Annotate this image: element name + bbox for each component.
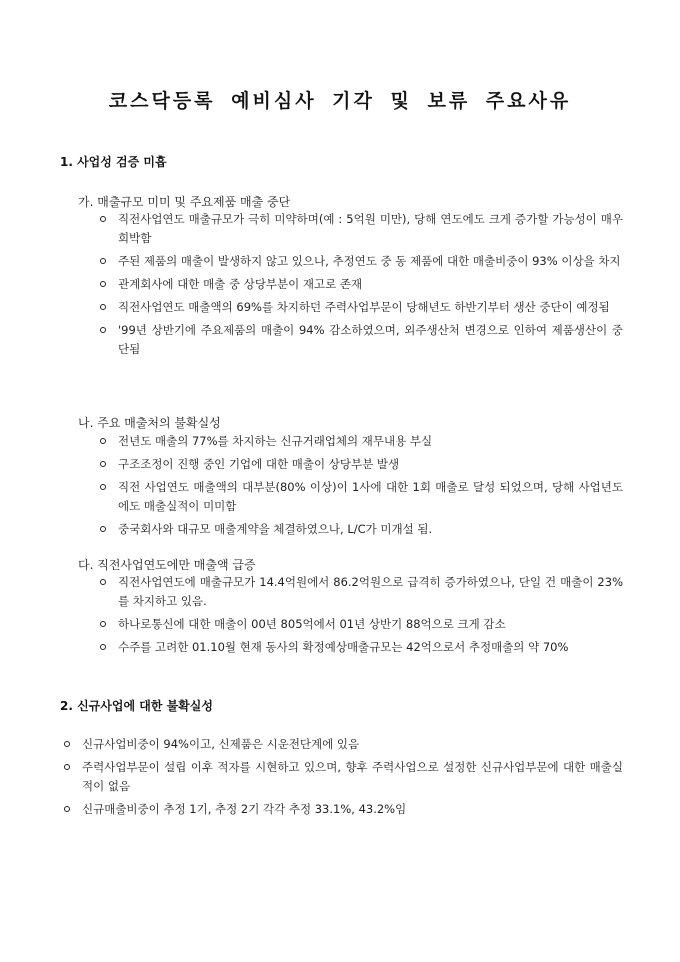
list-item [99,478,623,516]
list-item-text: 수주를 고려한 01.10월 현재 동사의 확정예상매출규모는 42억으로서 추정매출의 약 70% [118,640,569,654]
list-item [99,455,623,474]
list-item [99,573,623,611]
subsection-ga-list [99,210,623,363]
bullet-circle-icon [100,327,106,333]
list-item-text: 신규사업비중이 94%이고, 신제품은 시운전단계에 있음 [82,737,360,751]
section-2-heading: 2. 신규사업에 대한 불확실성 [60,699,213,713]
bullet-circle-icon [100,216,106,222]
list-item-text: 주력사업부문이 설립 이후 적자를 시현하고 있으며, 향후 주력사업으로 설정한 신규사업부문에 대한 매출실적이 없음 [82,760,623,793]
bullet-circle-icon [100,621,106,627]
bullet-circle-icon [64,764,70,770]
list-item [63,735,623,754]
subsection-da-list [99,573,623,661]
list-item-text: 직전사업연도에 매출규모가 14.4억원에서 86.2억원으로 급격히 증가하였으나, 단일 건 매출이 23%를 차지하고 있음. [118,575,623,608]
bullet-circle-icon [100,644,106,650]
list-item-text: 직전 사업연도 매출액의 대부분(80% 이상)이 1사에 대한 1회 매출로 달성 되었으며, 당해 사업년도에도 매출실적이 미미함 [118,480,623,513]
bullet-circle-icon [100,461,106,467]
list-item-text: 관계회사에 대한 매출 중 상당부분이 재고로 존재 [118,277,363,291]
bullet-circle-icon [64,741,70,747]
bullet-circle-icon [100,579,106,585]
bullet-circle-icon [64,806,70,812]
list-item [63,800,623,819]
list-item [99,321,623,359]
subsection-da-heading: 다. 직전사업연도에만 매출액 급증 [78,558,256,572]
subsection-na-heading: 나. 주요 매출처의 불확실성 [78,416,221,430]
list-item [99,298,623,317]
list-item [99,432,623,451]
section-1-heading: 1. 사업성 검증 미흡 [60,155,167,169]
list-item [99,520,623,539]
subsection-ga-heading: 가. 매출규모 미미 및 주요제품 매출 중단 [78,195,291,209]
list-item-text: 직전사업연도 매출규모가 극히 미약하며(예 : 5억원 미만), 당해 연도에도 크게 증가할 가능성이 매우 희박함 [118,212,623,245]
document-title: 코스닥등록 예비심사 기각 및 보류 주요사유 [108,90,572,112]
list-item [99,252,623,271]
list-item [63,758,623,796]
list-item [99,615,623,634]
bullet-circle-icon [100,484,106,490]
list-item-text: '99년 상반기에 주요제품의 매출이 94% 감소하였으며, 외주생산처 변경으로 인하여 제품생산이 중단됨 [118,323,623,356]
bullet-circle-icon [100,281,106,287]
list-item-text: 주된 제품의 매출이 발생하지 않고 있으나, 추정연도 중 동 제품에 대한 매출비중이 93% 이상을 차지 [118,254,621,268]
bullet-circle-icon [100,438,106,444]
bullet-circle-icon [100,258,106,264]
list-item-text: 하나로통신에 대한 매출이 00년 805억에서 01년 상반기 88억으로 크게 감소 [118,617,506,631]
list-item [99,638,623,657]
section-2-list [63,735,623,823]
list-item-text: 중국회사와 대규모 매출계약을 체결하였으나, L/C가 미개설 됨. [118,522,433,536]
list-item-text: 신규매출비중이 추정 1기, 추정 2기 각각 추정 33.1%, 43.2%임 [82,802,407,816]
bullet-circle-icon [100,304,106,310]
list-item-text: 전년도 매출의 77%를 차지하는 신규거래업체의 재무내용 부실 [118,434,433,448]
list-item [99,210,623,248]
bullet-circle-icon [100,526,106,532]
list-item-text: 구조조정이 진행 중인 기업에 대한 매출이 상당부분 발생 [118,457,400,471]
subsection-na-list [99,432,623,543]
list-item-text: 직전사업연도 매출액의 69%를 차지하던 주력사업부문이 당해년도 하반기부터 생산 중단이 예정됨 [118,300,610,314]
list-item [99,275,623,294]
